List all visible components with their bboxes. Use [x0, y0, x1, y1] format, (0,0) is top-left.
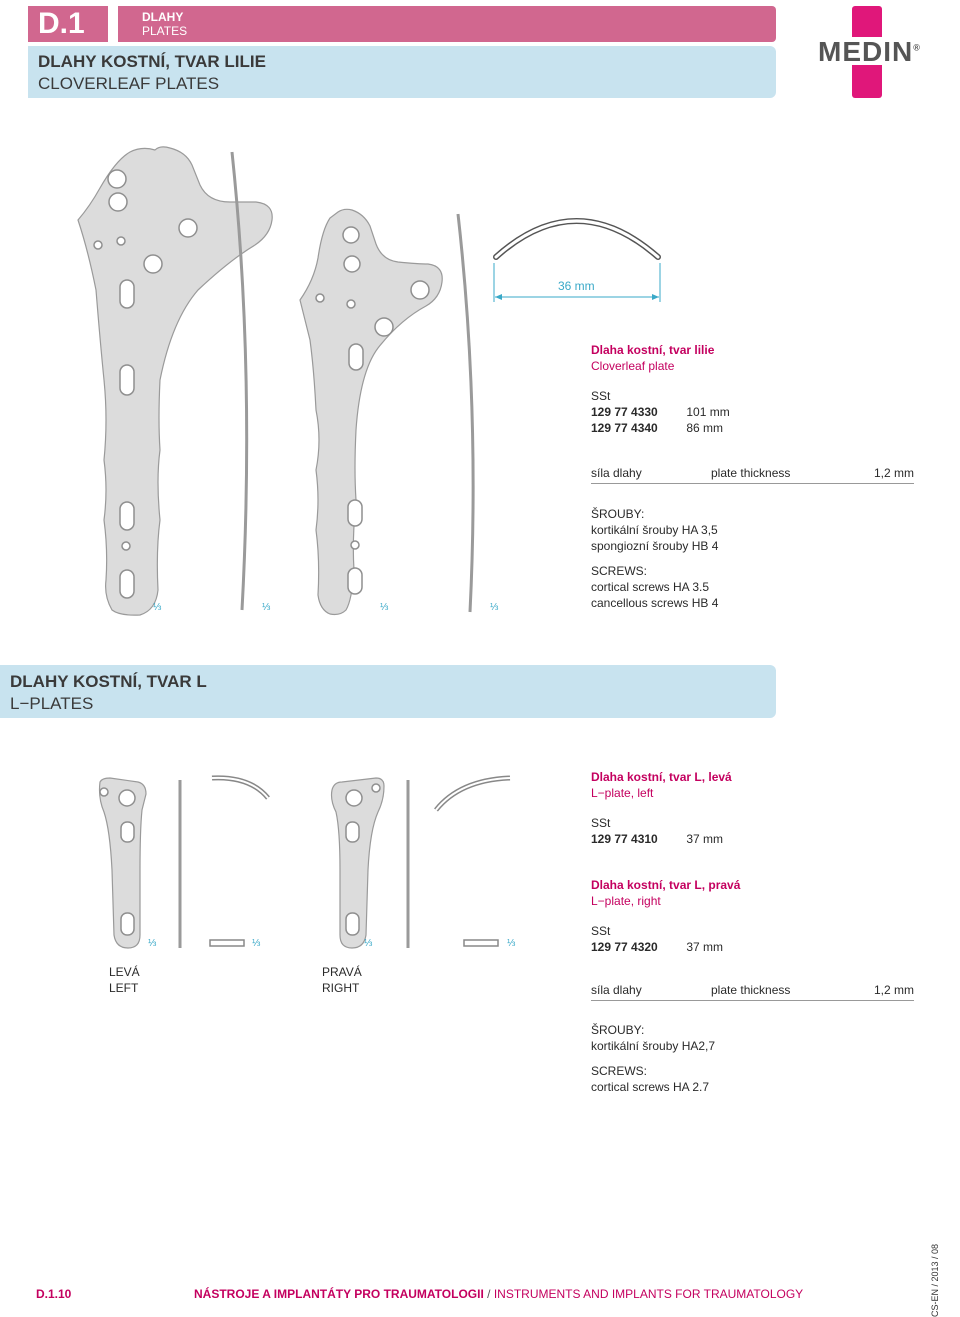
product-name-en: L−plate, left — [591, 786, 654, 800]
product-size: 86 mm — [686, 421, 724, 435]
cloverleaf-product-info — [591, 342, 921, 436]
thickness-label-cz: síla dlahy — [591, 466, 642, 480]
plate-hole — [109, 193, 127, 211]
plate-hole — [122, 542, 130, 550]
plate-slot — [348, 568, 362, 594]
left-label — [109, 964, 140, 996]
chapter-code: D.1 — [28, 6, 108, 42]
cloverleaf-plate-large — [78, 147, 272, 615]
left-label-cz: LEVÁ — [109, 965, 140, 979]
product-name-cz: Dlaha kostní, tvar L, levá — [591, 770, 732, 784]
product-name-en: Cloverleaf plate — [591, 359, 675, 373]
screws-heading-en: SCREWS: — [591, 564, 648, 578]
cloverleaf-plate-small — [300, 209, 442, 614]
plate-slot — [120, 365, 134, 395]
screw-type: cortical screws HA 3.5 — [591, 580, 710, 594]
plate-hole — [179, 219, 197, 237]
l-plate-right-info — [591, 877, 921, 955]
screws-heading-cz: ŠROUBY: — [591, 507, 645, 521]
section-title-cloverleaf — [28, 46, 776, 98]
section2-title-en: L−PLATES — [10, 694, 94, 713]
plate-hole — [411, 281, 429, 299]
plate-hole — [119, 790, 135, 806]
plate-hole — [344, 256, 360, 272]
footer-separator: / — [487, 1287, 491, 1301]
screw-type: cortical screws HA 2.7 — [591, 1080, 710, 1094]
scale-label: ⅓ — [252, 938, 261, 949]
material: SSt — [591, 389, 611, 403]
footer-title-en: INSTRUMENTS AND IMPLANTS FOR TRAUMATOLOGY — [493, 1287, 804, 1301]
scale-label: ⅓ — [148, 938, 157, 949]
plate-hole — [144, 255, 162, 273]
right-label-cz: PRAVÁ — [322, 965, 362, 979]
plate-slot — [120, 502, 134, 530]
logo-registered: ® — [913, 42, 921, 53]
thickness-value: 1,2 mm — [873, 983, 914, 997]
plate-slot — [120, 280, 134, 308]
product-row — [591, 420, 921, 436]
material: SSt — [591, 924, 611, 938]
plate-slot — [348, 500, 362, 526]
plate-slot — [346, 822, 359, 842]
plate-slot — [121, 822, 134, 842]
dimension-label: 36 mm — [558, 279, 595, 293]
plate-hole — [375, 318, 393, 336]
category-en: PLATES — [142, 24, 188, 38]
section-title-l-plates — [0, 665, 776, 718]
l-plates-illustration — [90, 770, 530, 960]
product-row — [591, 831, 921, 847]
thickness-row — [591, 465, 914, 481]
product-name-cz: Dlaha kostní, tvar L, pravá — [591, 878, 741, 892]
footer-title-cz: NÁSTROJE A IMPLANTÁTY PRO TRAUMATOLOGII — [194, 1287, 484, 1301]
plate-hole — [108, 170, 126, 188]
cloverleaf-plates-illustration — [60, 140, 540, 630]
plate-hole — [100, 788, 108, 796]
product-code: 129 77 4340 — [591, 421, 658, 435]
scale-label: ⅓ — [262, 602, 271, 613]
plate-hole — [316, 294, 324, 302]
product-size: 101 mm — [686, 405, 730, 419]
scale-label: ⅓ — [380, 602, 389, 613]
category-bar — [118, 6, 776, 42]
product-row — [591, 404, 921, 420]
product-row — [591, 939, 921, 955]
page-number: D.1.10 — [36, 1287, 72, 1301]
scale-label: ⅓ — [153, 602, 162, 613]
plate-hole — [343, 227, 359, 243]
screws-heading-cz: ŠROUBY: — [591, 1023, 645, 1037]
plate-hole — [117, 237, 125, 245]
scale-label: ⅓ — [507, 938, 516, 949]
product-name-en: L−plate, right — [591, 894, 661, 908]
product-size: 37 mm — [686, 832, 724, 846]
material: SSt — [591, 816, 611, 830]
l-plate-left-bottom — [210, 940, 244, 946]
plate-hole — [372, 784, 380, 792]
divider — [591, 483, 914, 484]
scale-label: ⅓ — [490, 602, 499, 613]
l-plate-right-top — [436, 778, 510, 810]
screw-type: cancellous screws HB 4 — [591, 596, 719, 610]
screw-type: kortikální šrouby HA2,7 — [591, 1039, 716, 1053]
plate-hole — [94, 241, 102, 249]
l-plate-left-info — [591, 769, 921, 847]
l-plate-right-bottom — [464, 940, 498, 946]
section1-title-en: CLOVERLEAF PLATES — [38, 74, 220, 93]
screws-info — [591, 506, 921, 611]
thickness-label-en: plate thickness — [711, 983, 791, 997]
screw-type: kortikální šrouby HA 3,5 — [591, 523, 718, 537]
plate-slot — [121, 913, 134, 935]
screw-type: spongiozní šrouby HB 4 — [591, 539, 719, 553]
section1-title-cz: DLAHY KOSTNÍ, TVAR LILIE — [38, 52, 266, 71]
right-label-en: RIGHT — [322, 981, 360, 995]
product-code: 129 77 4310 — [591, 832, 658, 846]
product-name-cz: Dlaha kostní, tvar lilie — [591, 343, 715, 357]
plate-slot — [120, 570, 134, 598]
thickness-label-cz: síla dlahy — [591, 983, 642, 997]
plate-slot — [349, 344, 363, 370]
cloverleaf-plate-small-profile — [458, 214, 473, 612]
product-code: 129 77 4320 — [591, 940, 658, 954]
footer-title — [194, 1287, 803, 1301]
edition-label: CS-EN / 2013 / 08 — [930, 1243, 940, 1317]
thickness-label-en: plate thickness — [711, 466, 791, 480]
medin-logo — [818, 6, 928, 100]
scale-label: ⅓ — [364, 938, 373, 949]
screws-info — [591, 1022, 921, 1095]
left-label-en: LEFT — [109, 981, 139, 995]
logo-text: MEDIN — [818, 36, 914, 67]
plate-hole — [347, 300, 355, 308]
product-code: 129 77 4330 — [591, 405, 658, 419]
category-cz: DLAHY — [142, 10, 184, 24]
plate-hole — [351, 541, 359, 549]
divider — [591, 1000, 914, 1001]
right-label — [322, 964, 362, 996]
thickness-row — [591, 982, 914, 998]
section2-title-cz: DLAHY KOSTNÍ, TVAR L — [10, 672, 207, 691]
product-size: 37 mm — [686, 940, 724, 954]
plate-slot — [346, 913, 359, 935]
thickness-value: 1,2 mm — [873, 466, 914, 480]
screws-heading-en: SCREWS: — [591, 1064, 648, 1078]
plate-hole — [346, 790, 362, 806]
